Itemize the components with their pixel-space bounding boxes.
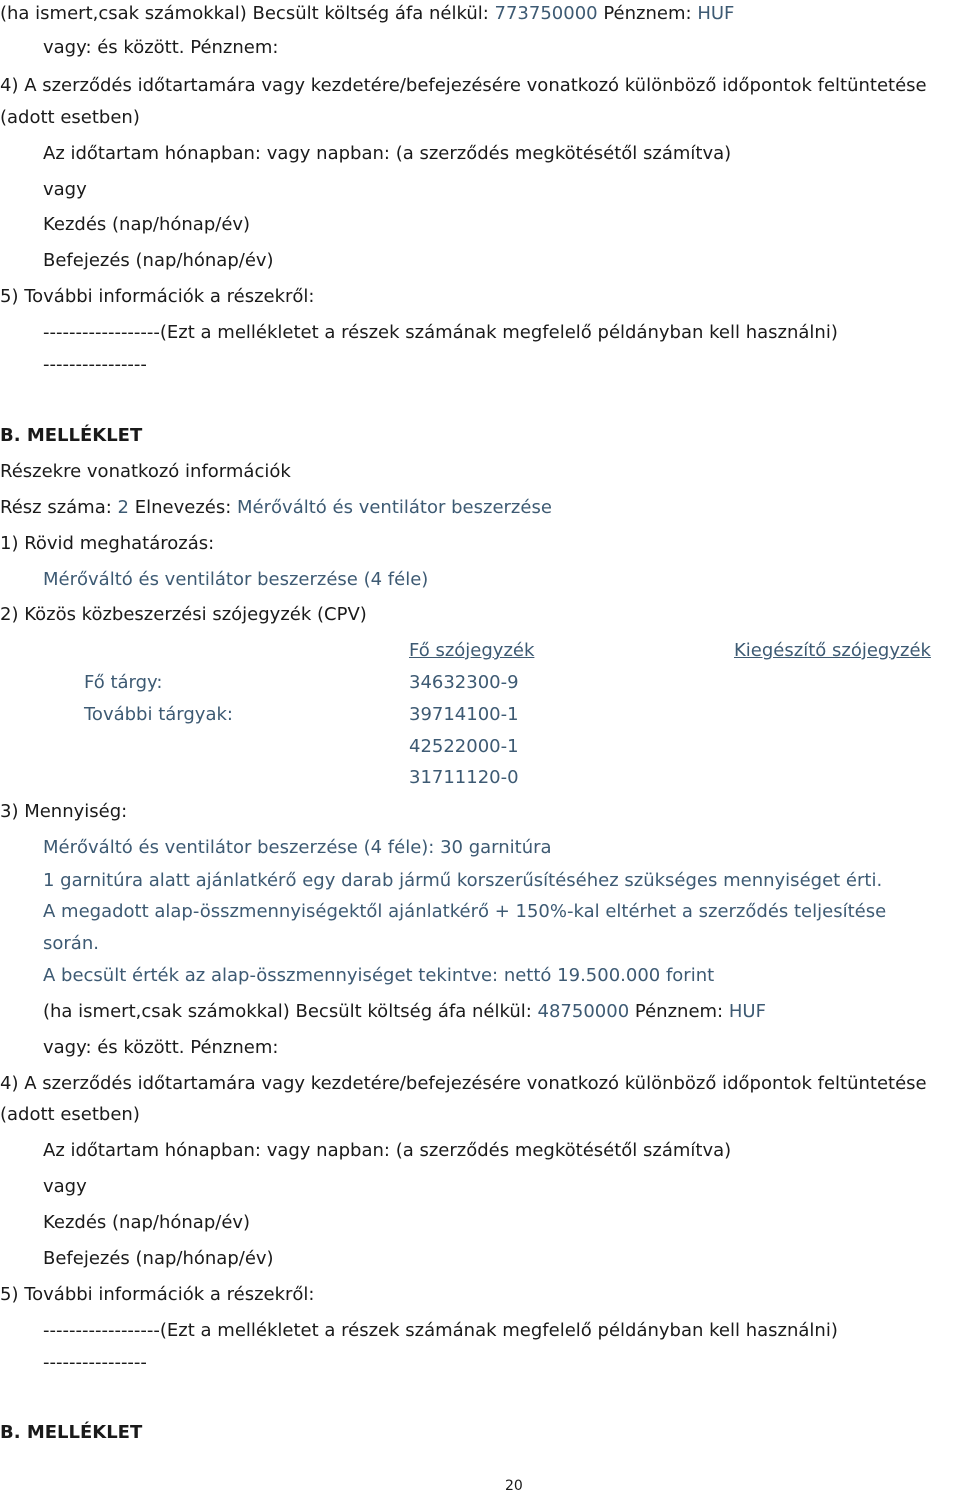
end-date-label: Befejezés (nap/hónap/év) bbox=[43, 250, 274, 271]
cpv-other-label: További tárgyak: bbox=[84, 704, 233, 725]
or-text: vagy bbox=[43, 1176, 87, 1197]
cost-value: 48750000 bbox=[537, 1001, 630, 1022]
next-annex-title: B. MELLÉKLET bbox=[0, 1422, 143, 1443]
cpv-main-label: Fő tárgy: bbox=[84, 672, 163, 693]
cpv-main-header: Fő szójegyzék bbox=[409, 640, 535, 661]
cpv-other-code: 39714100-1 bbox=[409, 704, 519, 725]
part-name: Mérőváltó és ventilátor beszerzése bbox=[237, 497, 552, 518]
end-date-label: Befejezés (nap/hónap/év) bbox=[43, 1248, 274, 1269]
cost-value: 773750000 bbox=[494, 3, 598, 24]
start-date-label: Kezdés (nap/hónap/év) bbox=[43, 214, 251, 235]
section-3-heading: 3) Mennyiség: bbox=[0, 801, 128, 822]
section-4-heading: 4) A szerződés időtartamára vagy kezdetére/befejezésére vonatkozó különböző időpontok feltüntetése bbox=[0, 75, 927, 96]
range-line: vagy: és között. Pénznem: bbox=[43, 37, 279, 58]
quantity-line: során. bbox=[43, 933, 99, 954]
section-1-heading: 1) Rövid meghatározás: bbox=[0, 533, 215, 554]
start-date-label: Kezdés (nap/hónap/év) bbox=[43, 1212, 251, 1233]
cpv-extra-header: Kiegészítő szójegyzék bbox=[734, 640, 931, 661]
page-number: 20 bbox=[505, 1478, 523, 1494]
cpv-other-code: 42522000-1 bbox=[409, 736, 519, 757]
part-number: 2 bbox=[117, 497, 129, 518]
cpv-other-code: 31711120-0 bbox=[409, 767, 519, 788]
cost-line: (ha ismert,csak számokkal) Becsült költség áfa nélkül: 773750000 Pénznem: HUF bbox=[0, 3, 735, 24]
annex-note-dashes: ---------------- bbox=[43, 354, 147, 375]
annex-note-dashes: ---------------- bbox=[43, 1352, 147, 1373]
cost-line: (ha ismert,csak számokkal) Becsült költség áfa nélkül: 48750000 Pénznem: HUF bbox=[43, 1001, 766, 1022]
currency-value: HUF bbox=[728, 1001, 766, 1022]
section-2-heading: 2) Közös közbeszerzési szójegyzék (CPV) bbox=[0, 604, 367, 625]
section-4-heading-cont: (adott esetben) bbox=[0, 1104, 140, 1125]
quantity-line: A becsült érték az alap-összmennyiséget tekintve: nettó 19.500.000 forint bbox=[43, 965, 715, 986]
annex-subtitle: Részekre vonatkozó információk bbox=[0, 461, 291, 482]
annex-title: B. MELLÉKLET bbox=[0, 425, 143, 446]
duration-line: Az időtartam hónapban: vagy napban: (a szerződés megkötésétől számítva) bbox=[43, 1140, 732, 1161]
section-4-heading: 4) A szerződés időtartamára vagy kezdetére/befejezésére vonatkozó különböző időpontok feltüntetése bbox=[0, 1073, 927, 1094]
annex-note: ------------------(Ezt a mellékletet a részek számának megfelelő példányban kell használni) bbox=[43, 322, 838, 343]
annex-note: ------------------(Ezt a mellékletet a részek számának megfelelő példányban kell használni) bbox=[43, 1320, 838, 1341]
short-description: Mérőváltó és ventilátor beszerzése (4 féle) bbox=[43, 569, 429, 590]
currency-value: HUF bbox=[697, 3, 735, 24]
range-line: vagy: és között. Pénznem: bbox=[43, 1037, 279, 1058]
duration-line: Az időtartam hónapban: vagy napban: (a szerződés megkötésétől számítva) bbox=[43, 143, 732, 164]
section-4-heading-cont: (adott esetben) bbox=[0, 107, 140, 128]
or-text: vagy bbox=[43, 179, 87, 200]
quantity-line: A megadott alap-összmennyiségektől ajánlatkérő + 150%-kal eltérhet a szerződés teljesítése bbox=[43, 901, 887, 922]
part-line: Rész száma: 2 Elnevezés: Mérőváltó és ventilátor beszerzése bbox=[0, 497, 552, 518]
section-5-heading: 5) További információk a részekről: bbox=[0, 1284, 315, 1305]
cpv-main-code: 34632300-9 bbox=[409, 672, 519, 693]
quantity-line: 1 garnitúra alatt ajánlatkérő egy darab jármű korszerűsítéséhez szükséges mennyiséget érti. bbox=[43, 870, 883, 891]
section-5-heading: 5) További információk a részekről: bbox=[0, 286, 315, 307]
quantity-line: Mérőváltó és ventilátor beszerzése (4 féle): 30 garnitúra bbox=[43, 837, 552, 858]
